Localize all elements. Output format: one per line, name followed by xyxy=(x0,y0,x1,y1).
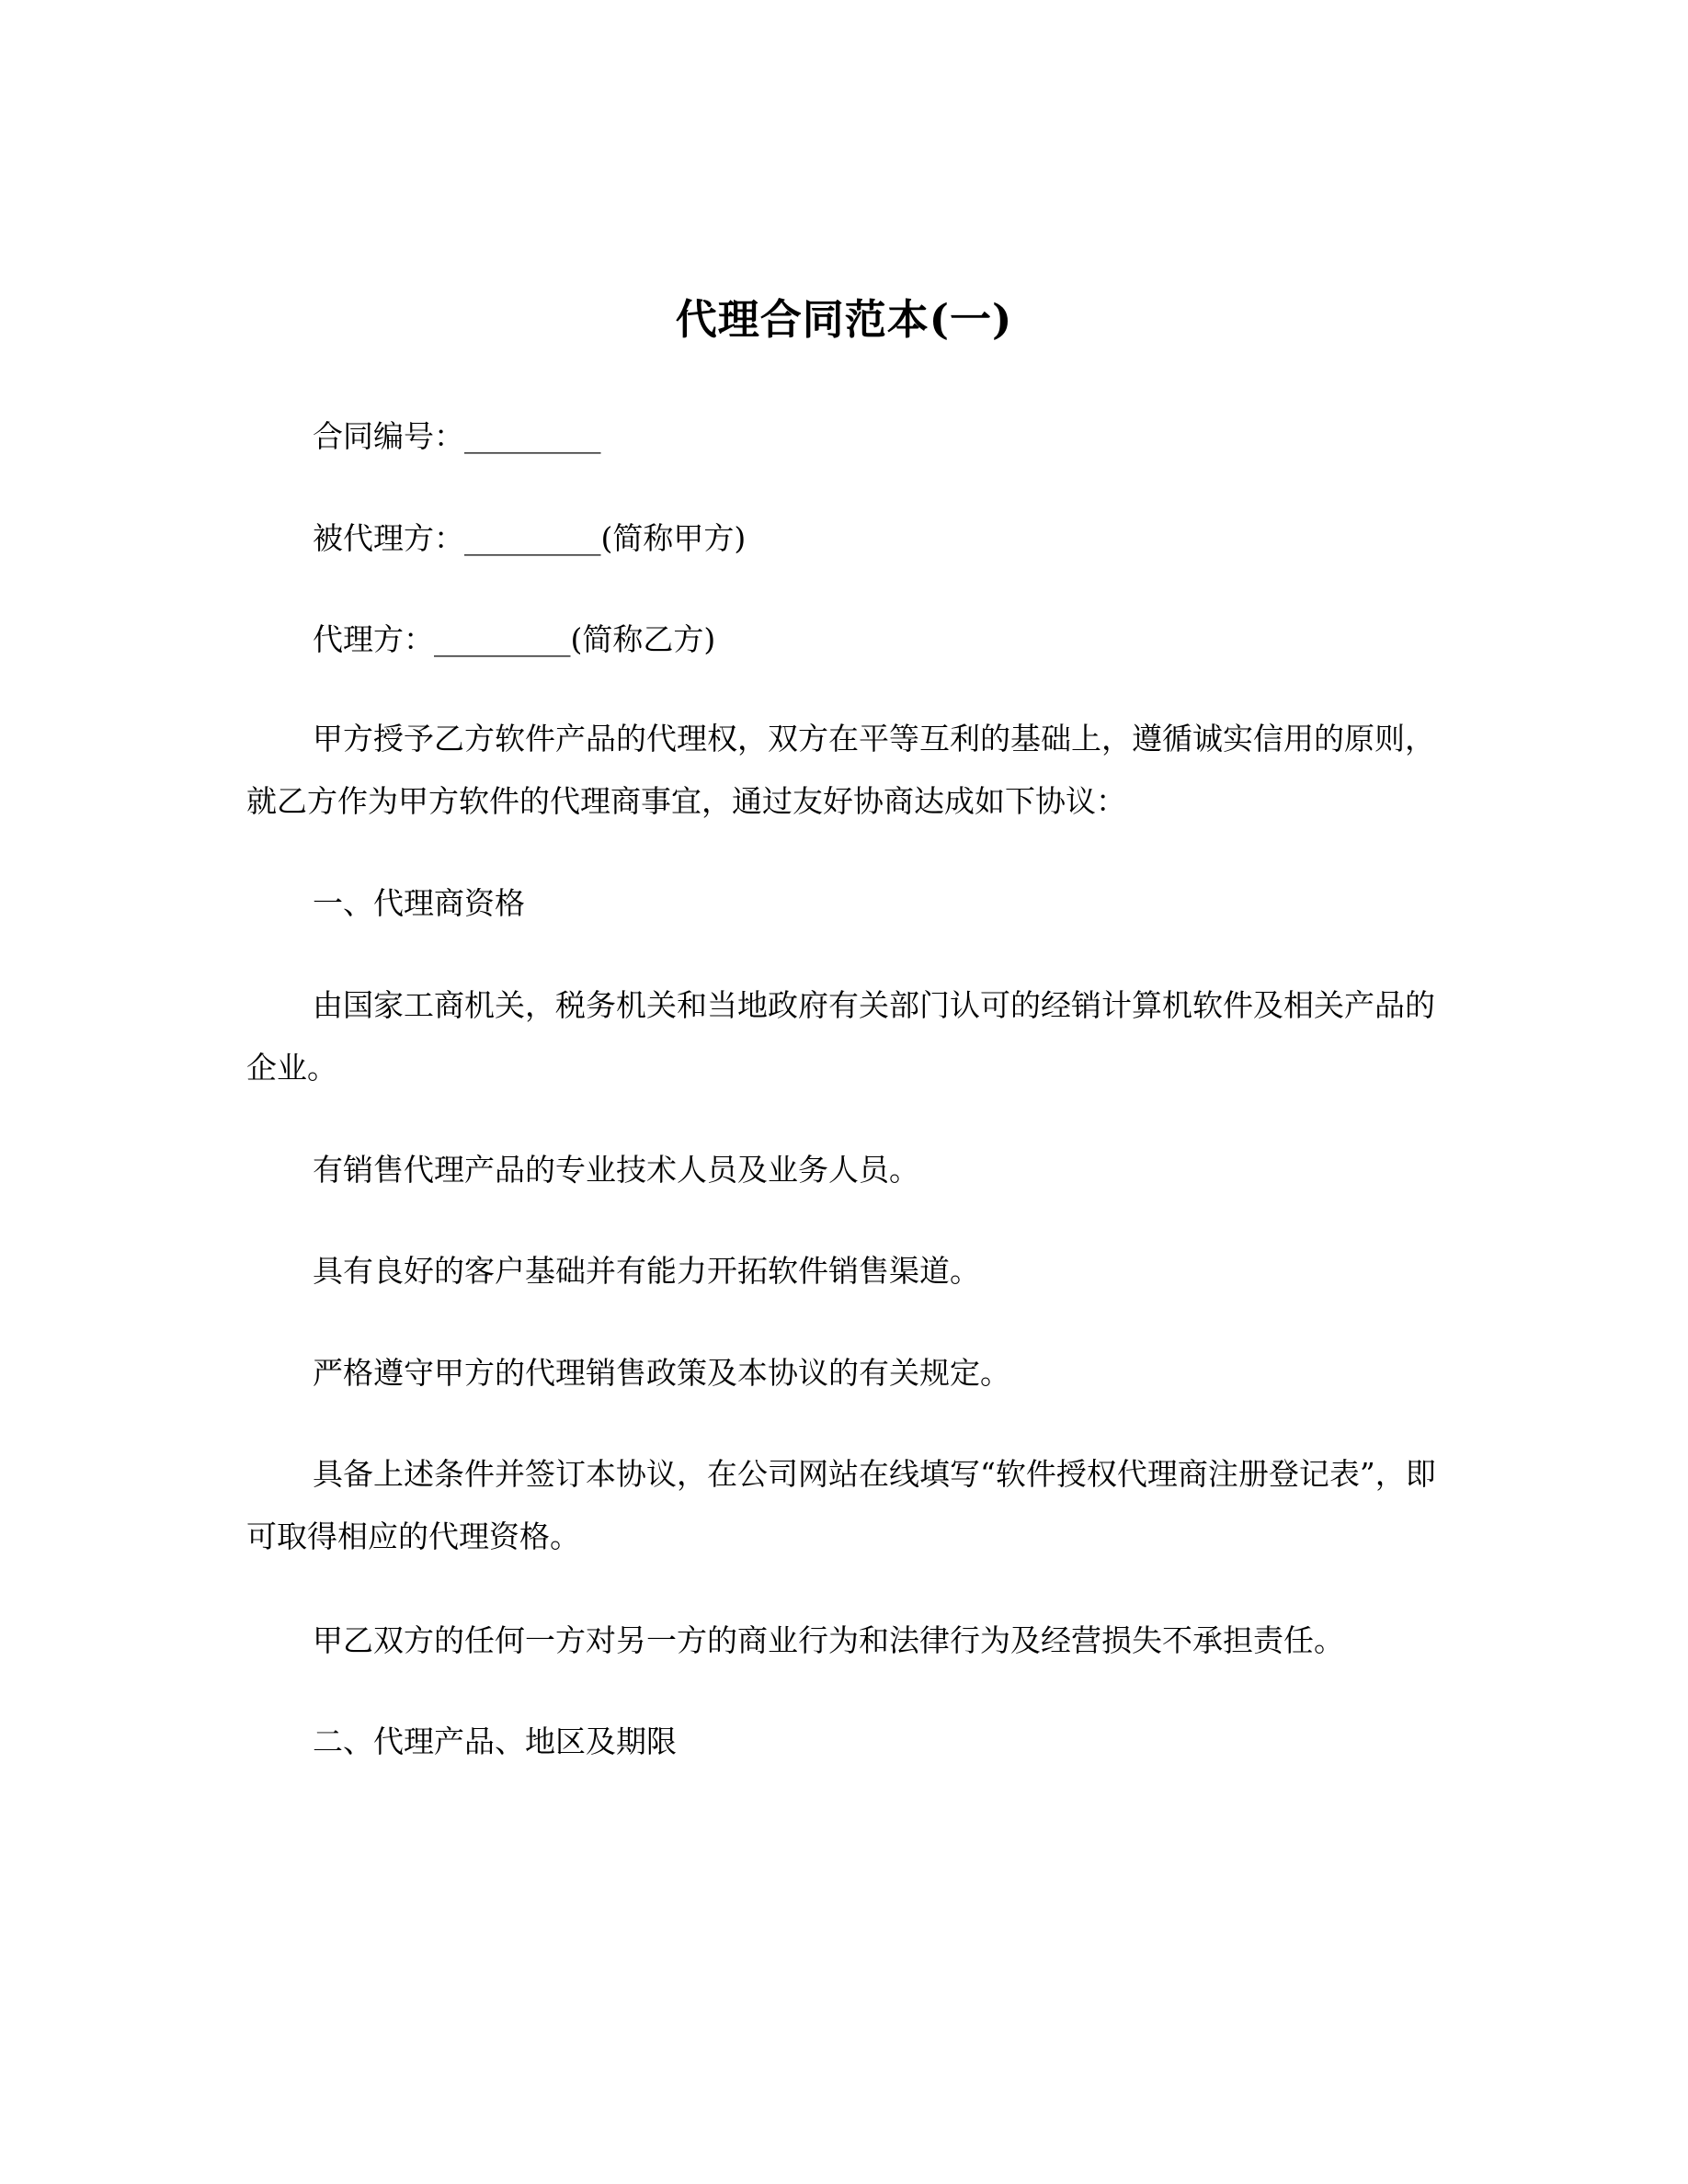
qualification-paragraph-1: 由国家工商机关，税务机关和当地政府有关部门认可的经销计算机软件及相关产品的企业。 xyxy=(246,987,1435,1086)
document-title: 代理合同范本(一) xyxy=(675,295,1013,344)
qualification-paragraph-3: 具有良好的客户基础并有能力开拓软件销售渠道。 xyxy=(313,1253,980,1289)
section-2-heading: 二、代理产品、地区及期限 xyxy=(313,1723,677,1759)
contract-number-line: 合同编号：_________ xyxy=(313,418,601,454)
qualification-paragraph-6: 甲乙双方的任何一方对另一方的商业行为和法律行为及经营损失不承担责任。 xyxy=(313,1622,1344,1658)
section-1-heading: 一、代理商资格 xyxy=(313,885,525,921)
preamble-paragraph: 甲方授予乙方软件产品的代理权，双方在平等互利的基础上，遵循诚实信用的原则，就乙方作为甲方软件的代理商事宜，通过友好协商达成如下协议： xyxy=(246,721,1435,819)
agent-party-line: 代理方：_________(简称乙方) xyxy=(313,621,716,657)
qualification-paragraph-4: 严格遵守甲方的代理销售政策及本协议的有关规定。 xyxy=(313,1355,1010,1391)
qualification-paragraph-2: 有销售代理产品的专业技术人员及业务人员。 xyxy=(313,1152,919,1188)
qualification-paragraph-5: 具备上述条件并签订本协议，在公司网站在线填写“软件授权代理商注册登记表”，即可取得相应的代理资格。 xyxy=(246,1456,1436,1554)
principal-party-line: 被代理方：_________(简称甲方) xyxy=(313,520,747,556)
